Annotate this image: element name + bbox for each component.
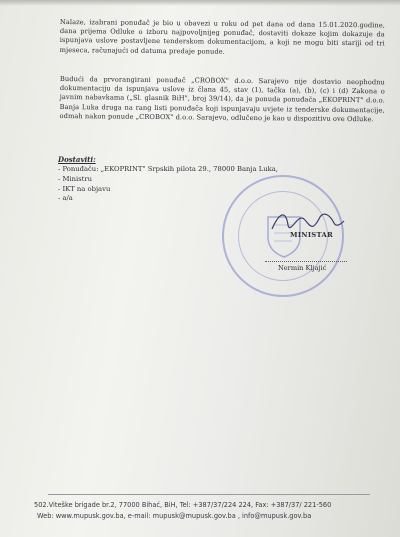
body-paragraph-1: Nalaze, izabrani ponuđač je bio u obavezi u roku od pet dana od dana 15.01.2020.godine, dana prijema Odluke o izboru najpovoljnijeg ponuđač, dostaviti dokaze kojim dokazuje da ispunjava uslove postavljene tenderskom dokumentacijom, a koji ne mogu biti stariji od tri mjeseca, računajući od datuma predaje ponude. [59,18,385,56]
footer-address: 502.Viteške brigade br.2, 77000 Bihać, BiH, Tel: +387/37/224 224, Fax: +387/37/ 221-560 [34,501,332,509]
body-paragraph-2: Budući da prvorangirani ponuđač „CROBOX" d.o.o. Sarajevo nije dostavio neophodnu dokumentaciju da ispunjava uslove iz člana 45, stav (1), tačka (a), (b), (c) i (d) Zakona o javnim nabavkama („Sl. glasnik BiH", broj 39/14), da je ponuda ponuđača „EKOPRINT" d.o.o. Banja Luka druga na rang listi ponuđača koji ispunjavaju uvjete iz tenderske dokumentacije, odmah nakon ponude „CROBOX" d.o.o. Sarajevo, odlučeno je kao u dispozitivu ove Odluke. [59,75,385,124]
footer-web-contacts: Web: www.mupusk.gov.ba, e-mail: mupusk@mupusk.gov.ba , info@mupusk.gov.ba [37,512,312,520]
distribution-item: - Ministru [58,174,92,183]
footer-divider [48,494,370,495]
distribution-item: - Ponuđaču: „EKOPRINT" Srpskih pilota 29., 78000 Banja Luka, [58,165,278,173]
signature-title: MINISTAR [290,231,334,239]
distribution-item: - a/a [58,194,73,203]
signatory-name: Nermin Kljajić [278,264,327,272]
distribution-list [58,165,388,204]
page-shadow [0,0,400,6]
distribution-label: Dostaviti: [58,155,96,164]
distribution-item: - IKT na objavu [58,184,111,193]
signature-line [265,261,347,262]
